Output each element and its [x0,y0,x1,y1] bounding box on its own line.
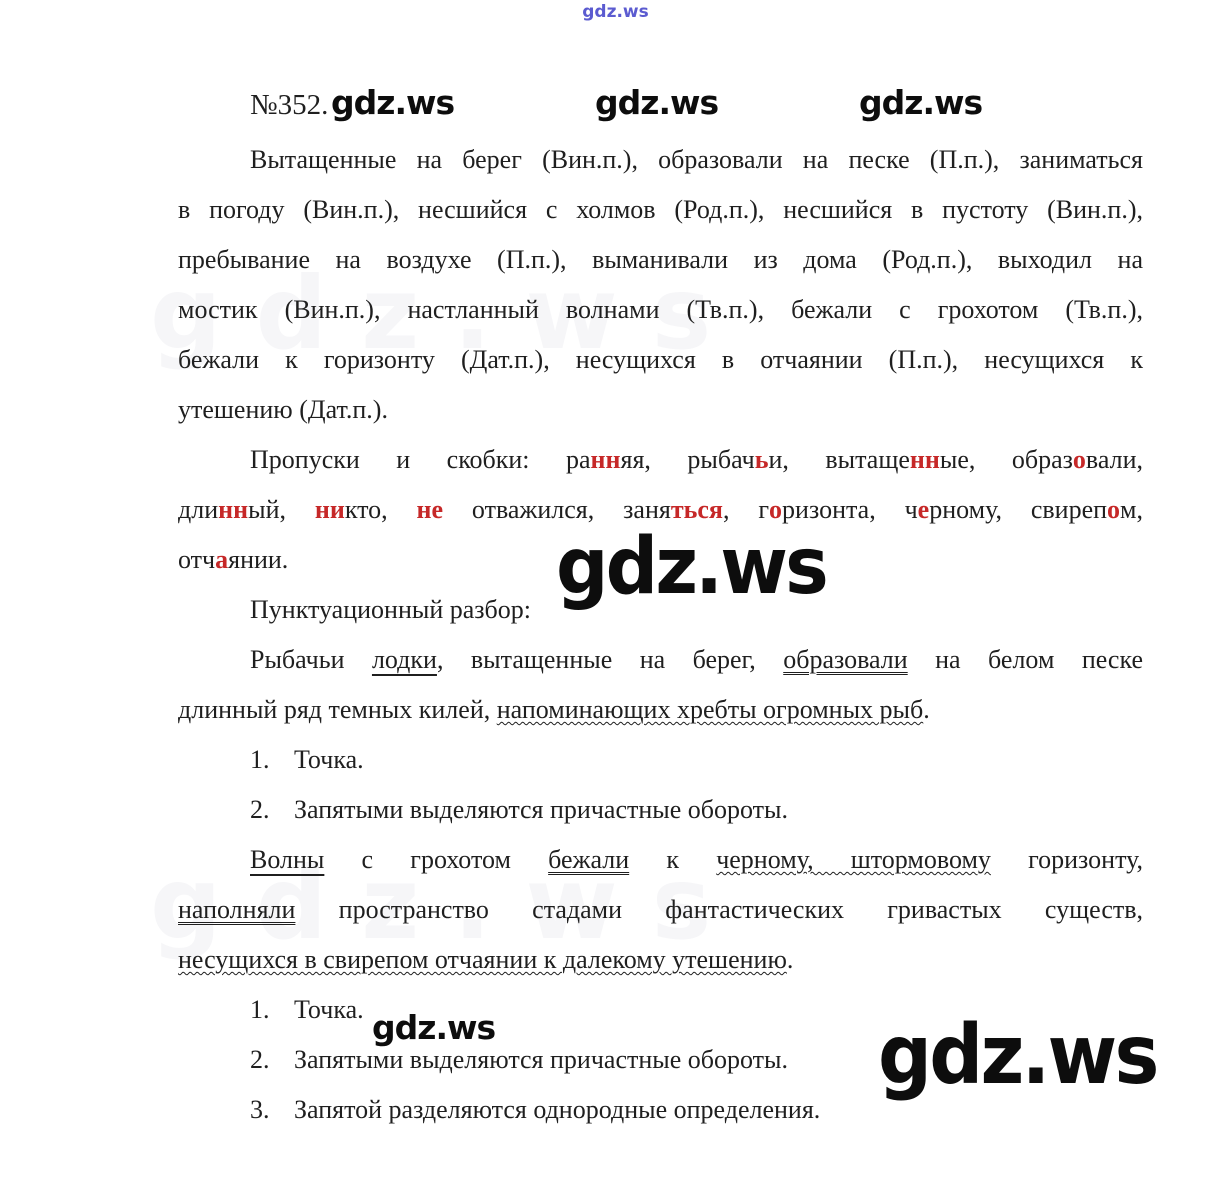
subject-underline: лодки [371,645,437,674]
item-number: 1. [250,995,270,1024]
text-line [178,635,1143,685]
text-segment: . [786,945,794,974]
text-segment: янии. [228,545,289,574]
text-line [178,285,1143,335]
modifier-underline: черному, штормовому [716,845,991,874]
highlight-letter: а [215,545,229,574]
highlight-letter: нн [590,445,621,474]
highlight-letter: нн [909,445,940,474]
numbered-item [250,785,1143,835]
watermark-large-bottom: gdz.ws [878,1008,1157,1103]
highlight-letter: ь [754,445,769,474]
text-segment: к [629,845,717,874]
text-segment: , г [722,495,770,524]
subject-underline: Волны [250,845,325,874]
item-text: Точка. [294,995,364,1024]
modifier-underline: несущихся в свирепом отчаянии к далекому утешению [178,945,787,974]
highlight-letter: ни [314,495,345,524]
predicate-underline: наполняли [178,895,296,924]
exercise-number: №352. [250,89,329,121]
item-number: 3. [250,1095,270,1124]
text-segment: в погоду (Вин.п.), несшийся с холмов (Род.п.), несшийся в пустоту (Вин.п.), [178,195,1143,224]
predicate-underline: образовали [783,645,908,674]
text-segment: Пропуски и скобки: ра [250,445,591,474]
paragraph [178,635,1143,735]
item-number: 1. [250,745,270,774]
item-number: 2. [250,795,270,824]
highlight-letter: нн [218,495,249,524]
text-segment: длинный ряд темных килей, [178,695,497,724]
text-segment: с грохотом [324,845,549,874]
text-segment: Рыбачьи [250,645,372,674]
text-segment: пребывание на воздухе (П.п.), выманивали из дома (Род.п.), выходил на [178,245,1143,274]
text-segment: м, [1120,495,1143,524]
text-line [178,885,1143,935]
highlight-letter: о [1107,495,1121,524]
text-segment: яя, рыбач [620,445,755,474]
highlight-letter: о [1072,445,1086,474]
text-segment: вали, [1085,445,1143,474]
text-line [178,935,1143,985]
numbered-item [250,735,1143,785]
text-line [178,835,1143,885]
text-segment: Вытащенные на берег (Вин.п.), образовали на песке (П.п.), заниматься [250,145,1143,174]
text-segment: горизонту, [990,845,1143,874]
text-segment: бежали к горизонту (Дат.п.), несущихся в отчаянии (П.п.), несущихся к [178,345,1143,374]
text-segment: отч [178,545,216,574]
item-text: Запятыми выделяются причастные обороты. [294,1045,788,1074]
text-line [178,185,1143,235]
text-segment: утешению (Дат.п.). [178,395,388,424]
document-body [178,135,1143,1135]
text-segment: мостик (Вин.п.), настланный волнами (Тв.п.), бежали с грохотом (Тв.п.), [178,295,1143,324]
text-segment: пространство стадами фантастических гривастых существ, [295,895,1143,924]
text-segment: дли [178,495,219,524]
text-segment: на белом песке [907,645,1143,674]
text-line [178,435,1143,485]
watermark-top: gdz.ws [582,2,649,22]
text-segment: ый, [248,495,315,524]
highlight-letter: не [416,495,444,524]
paragraph [178,135,1143,435]
item-text: Запятой разделяются однородные определения. [294,1095,821,1124]
text-line [178,685,1143,735]
paragraph [178,835,1143,985]
item-text: Точка. [294,745,364,774]
text-segment: и, вытаще [768,445,910,474]
text-segment: , вытащенные на берег, [436,645,784,674]
watermark-inline-2: gdz.ws [595,83,719,122]
item-number: 2. [250,1045,270,1074]
modifier-underline: напоминающих хребты огромных рыб [496,695,924,724]
text-segment: . [923,695,930,724]
text-segment: рному, свиреп [929,495,1108,524]
text-segment: ризонта, ч [782,495,918,524]
text-line [178,335,1143,385]
watermark-inline-3: gdz.ws [859,83,983,122]
text-segment: отважился, заня [443,495,671,524]
highlight-letter: ться [670,495,723,524]
item-text: Запятыми выделяются причастные обороты. [294,795,788,824]
highlight-letter: о [769,495,783,524]
text-line [178,235,1143,285]
highlight-letter: е [917,495,930,524]
text-segment: Пунктуационный разбор: [250,595,531,624]
exercise-header [178,85,1143,135]
watermark-inline-1: gdz.ws [331,83,455,122]
text-segment: ые, образ [939,445,1073,474]
text-line [178,385,1143,435]
text-segment: кто, [344,495,417,524]
predicate-underline: бежали [548,845,630,874]
watermark-small-bottom: gdz.ws [372,1008,496,1047]
watermark-large-middle: gdz.ws [556,522,826,612]
text-line [178,135,1143,185]
